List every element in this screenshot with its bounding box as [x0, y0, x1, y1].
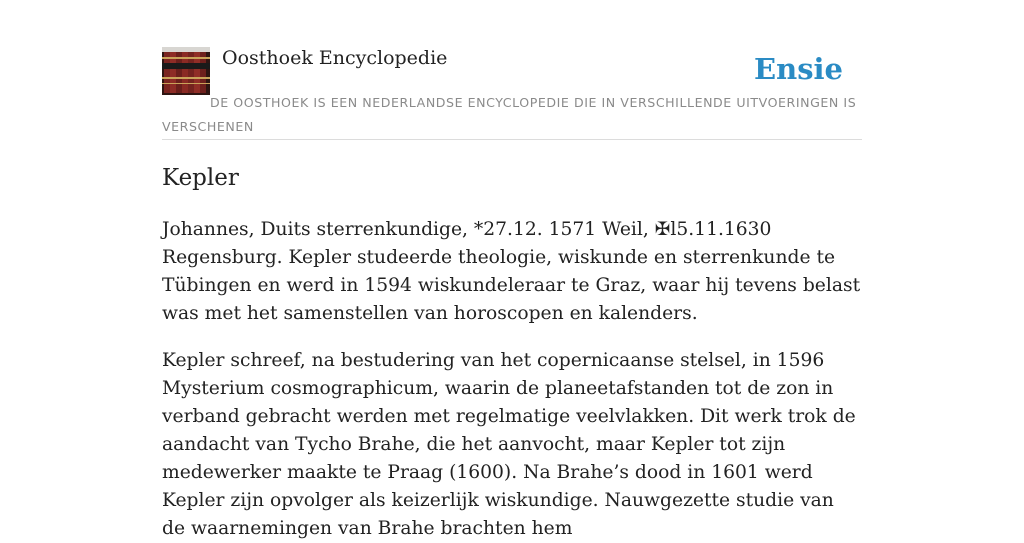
article-title: Kepler: [162, 165, 239, 191]
site-tagline: DE OOSTHOEK IS EEN NEDERLANDSE ENCYCLOPEDIE DIE IN VERSCHILLENDE UITVOERINGEN IS VERSCHENEN: [162, 95, 857, 134]
site-name[interactable]: Oosthoek Encyclopedie: [222, 47, 448, 69]
site-header: [162, 46, 862, 140]
article-paragraph: Johannes, Duits sterrenkundige, *27.12. 1571 Weil, ✠l5.11.1630 Regensburg. Kepler studeerde theologie, wiskunde en sterrenkunde te Tübingen en werd in 1594 wiskundeleraar te Graz, waar hij tevens belast was met het samenstellen van horoscopen en kalenders.: [162, 219, 861, 324]
article-paragraph: Kepler schreef, na bestudering van het copernicaanse stelsel, in 1596 Mysterium cosmographicum, waarin de planeetafstanden tot de zon in verband gebracht werden met regelmatige veelvlakken. Dit werk trok de aandacht van Tycho Brahe, die het aanvocht, maar Kepler tot zijn medewerker maakte te Praag (1600). Na Brahe’s dood in 1601 werd Kepler zijn opvolger als keizerlijk wiskundige. Nauwgezette studie van de waarnemingen van Brahe brachten hem: [162, 350, 856, 539]
encyclopedia-books-icon: [162, 47, 210, 95]
avatar[interactable]: [162, 47, 210, 95]
brand-logo[interactable]: Ensie: [754, 52, 843, 86]
